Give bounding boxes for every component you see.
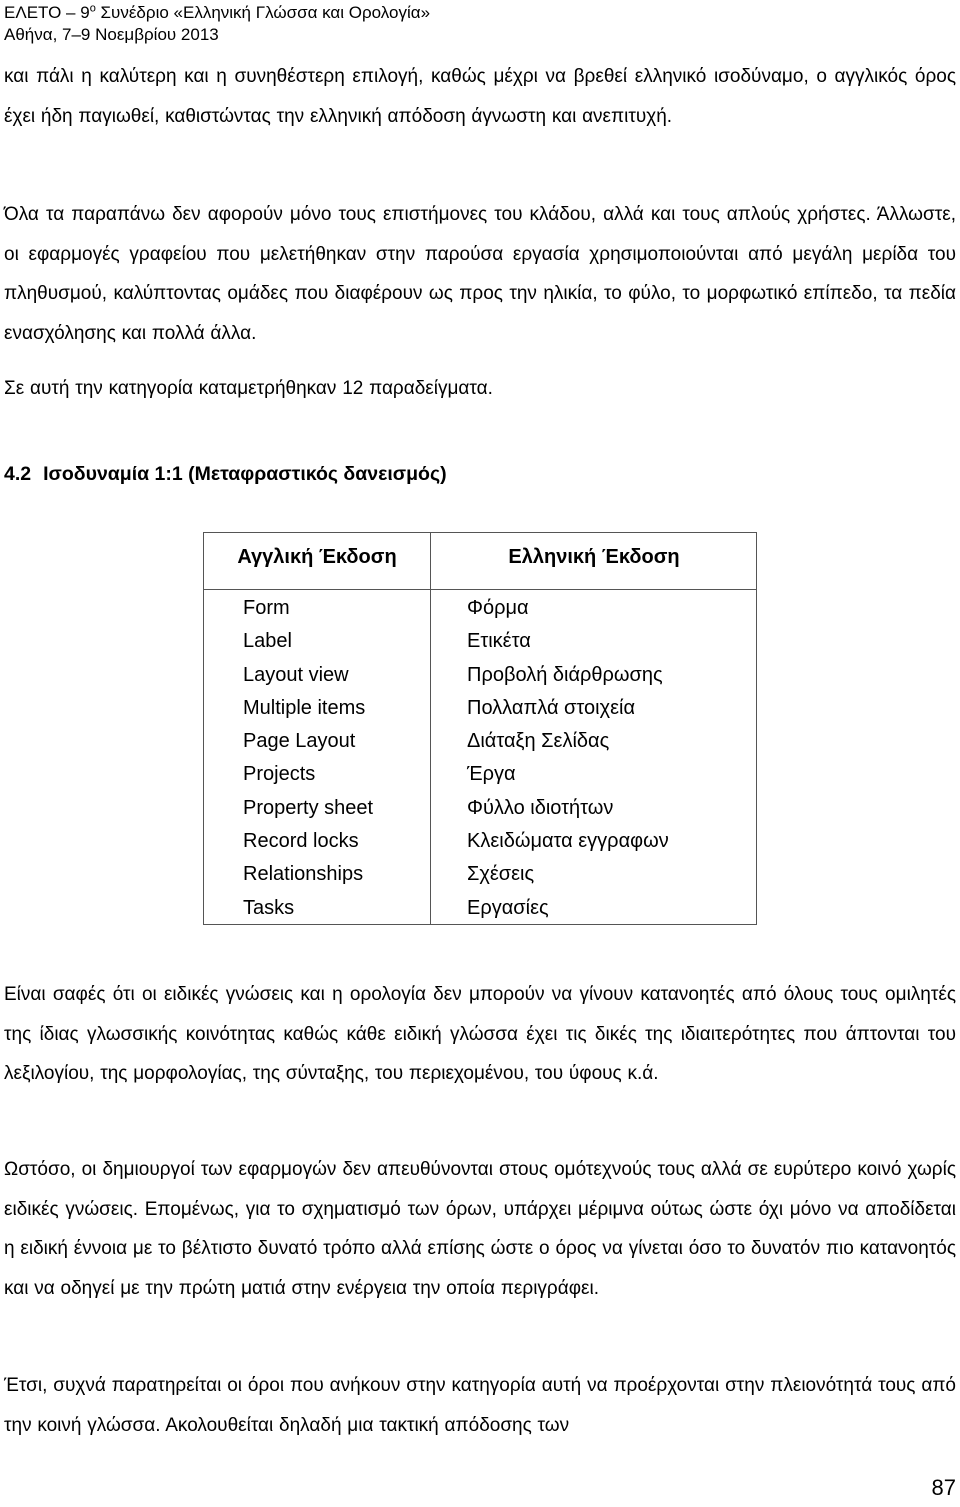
greek-term: Διάταξη Σελίδας (467, 730, 610, 753)
terminology-table (203, 532, 757, 925)
table-header-row (204, 533, 756, 590)
table-header-greek: Ελληνική Έκδοση (508, 546, 680, 568)
english-term: Form (243, 597, 290, 619)
section-heading (4, 458, 447, 490)
header-date-line: Αθήνα, 7–9 Νοεμβρίου 2013 (4, 25, 219, 44)
english-term: Layout view (243, 663, 349, 686)
greek-term: Εργασίες (467, 896, 549, 919)
header-conference-line (4, 2, 430, 24)
english-term: Record locks (243, 830, 359, 853)
table-row (204, 725, 756, 758)
page-number: 87 (931, 1475, 956, 1500)
table-row (204, 758, 756, 791)
paragraph-4: Είναι σαφές ότι οι ειδικές γνώσεις και η ορολογία δεν μπορούν να γίνουν κατανοητές από όλους τους ομιλητές της ίδιας γλωσσικής κοινότητας καθώς κάθε ειδική γλώσσα έχει τις δικές της ιδιαιτερότητες που άπτονται του λεξιλογίου, της μορφολογίας, της σύνταξης, του περιεχομένου, του ύφους κ.ά. (4, 984, 956, 1084)
paragraph-3: Σε αυτή την κατηγορία καταμετρήθηκαν 12 παραδείγματα. (4, 378, 493, 399)
greek-term: Φόρμα (467, 597, 529, 619)
english-term: Tasks (243, 896, 295, 919)
table-row (204, 892, 756, 925)
greek-term: Έργα (467, 763, 516, 786)
english-term: Property sheet (243, 796, 374, 819)
table-row (204, 659, 756, 692)
header-conference-suffix: Συνέδριο «Ελληνική Γλώσσα και Ορολογία» (95, 3, 431, 22)
table-row (204, 792, 756, 825)
greek-term: Σχέσεις (467, 863, 535, 886)
header-ordinal-sup: ο (89, 2, 96, 15)
table-row (204, 625, 756, 658)
english-term: Page Layout (243, 730, 356, 753)
paragraph-2: Όλα τα παραπάνω δεν αφορούν μόνο τους επιστήμονες του κλάδου, αλλά και τους απλούς χρήστες. Άλλωστε, οι εφαρμογές γραφείου που μελετήθηκαν στην παρούσα εργασία χρησιμοποιούνται από μεγάλη μερίδα του πληθυσμού, καλύπτοντας ομάδες που διαφέρουν ως προς την ηλικία, το φύλο, το μορφωτικό επίπεδο, τα πεδία ενασχόλησης και πολλά άλλα. (4, 204, 956, 344)
table-header-english: Αγγλική Έκδοση (237, 546, 397, 568)
paragraph-5: Ωστόσο, οι δημιουργοί των εφαρμογών δεν απευθύνονται στους ομότεχνούς τους αλλά σε ευρύτερο κοινό χωρίς ειδικές γνώσεις. Επομένως, για το σχηματισμό των όρων, υπάρχει μέριμνα ούτως ώστε όχι μόνο να αποδίδεται η ειδική έννοια με το βέλτιστο δυνατό τρόπο αλλά επίσης ώστε ο όρος να γίνεται όσο το δυνατόν πιο κατανοητός και να οδηγεί με την πρώτη ματιά στην ενέργεια την οποία περιγράφει. (4, 1159, 956, 1299)
paragraph-1: και πάλι η καλύτερη και η συνηθέστερη επιλογή, καθώς μέχρι να βρεθεί ελληνικό ισοδύναμο, ο αγγλικός όρος έχει ήδη παγιωθεί, καθιστώντας την ελληνική απόδοση άγνωστη και ανεπιτυχή. (4, 66, 956, 127)
english-term: Relationships (243, 863, 364, 886)
table-body (204, 592, 756, 925)
table-row (204, 858, 756, 891)
section-title: Ισοδυναμία 1:1 (Μεταφραστικός δανεισμός) (43, 463, 447, 485)
running-header (4, 2, 430, 46)
english-term: Multiple items (243, 696, 366, 719)
table-row (204, 825, 756, 858)
section-number: 4.2 (4, 463, 32, 485)
greek-term: Πολλαπλά στοιχεία (467, 696, 636, 719)
paragraph-6: Έτσι, συχνά παρατηρείται οι όροι που ανήκουν στην κατηγορία αυτή να προέρχονται στην πλειονότητά τους από την κοινή γλώσσα. Ακολουθείται δηλαδή μια τακτική απόδοσης των (4, 1375, 956, 1436)
english-term: Projects (243, 763, 316, 786)
table-row (204, 592, 756, 625)
greek-term: Φύλλο ιδιοτήτων (467, 796, 614, 819)
header-conference-prefix: ΕΛΕΤΟ – 9 (4, 3, 90, 22)
greek-term: Προβολή διάρθρωσης (467, 663, 663, 686)
greek-term: Ετικέτα (467, 630, 531, 653)
english-term: Label (243, 630, 292, 653)
table-row (204, 692, 756, 725)
greek-term: Κλειδώματα εγγραφων (467, 830, 669, 853)
